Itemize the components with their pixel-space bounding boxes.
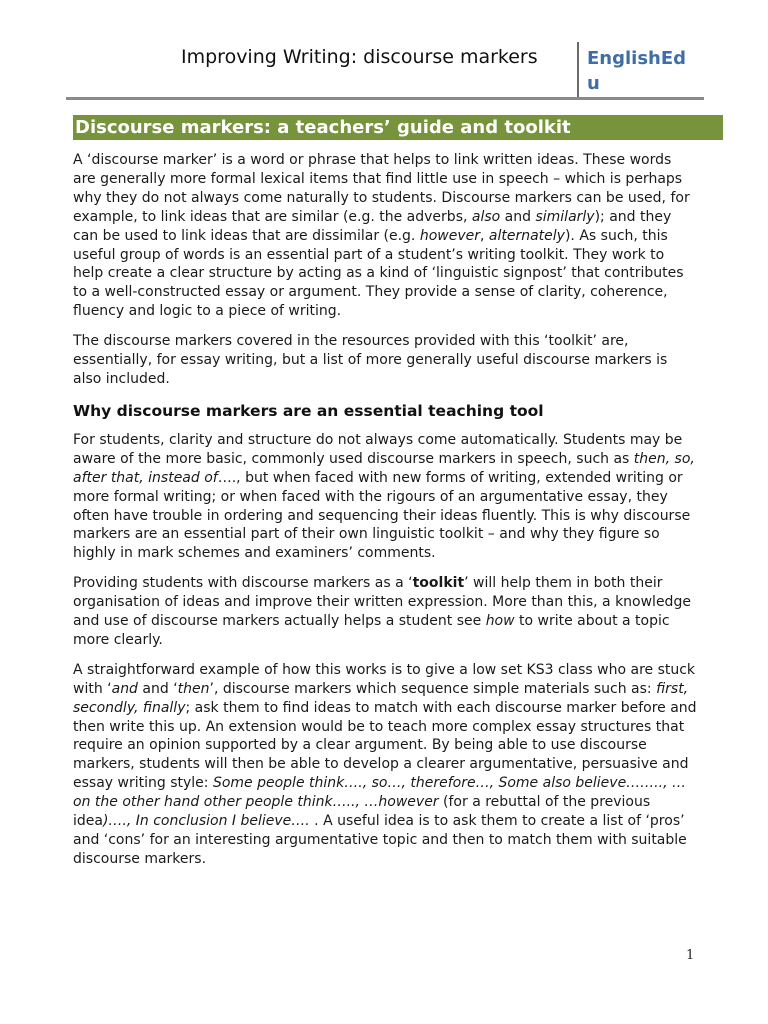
section-heading: Why discourse markers are an essential teaching tool bbox=[73, 401, 544, 420]
page-number: 1 bbox=[686, 948, 695, 963]
body-paragraph-1: For students, clarity and structure do not always come automatically. Students may be aware of the more basic, commonly used discourse markers in speech, such as then, so, after that, instead of…., but when faced with new forms of writing, extended writing or more formal writing; or when faced with the rigours of an argumentative essay, they often have trouble in ordering and sequencing their ideas fluently. This is why discourse markers are an essential part of their own linguistic toolkit – and why they figure so highly in mark schemes and examiners’ comments. bbox=[73, 431, 695, 562]
section-banner: Discourse markers: a teachers’ guide and toolkit bbox=[73, 115, 723, 140]
body-paragraph-2: Providing students with discourse markers as a ‘toolkit’ will help them in both their organisation of ideas and improve their written expression. More than this, a knowledge and use of discourse markers actually helps a student see how to write about a topic more clearly. bbox=[73, 575, 691, 648]
document-body bbox=[73, 115, 698, 869]
header-rule bbox=[66, 97, 704, 100]
intro-paragraph-2: The discourse markers covered in the resources provided with this ‘toolkit’ are, essentially, for essay writing, but a list of more generally useful discourse markers is also included. bbox=[73, 333, 668, 387]
intro-paragraph-1: A ‘discourse marker’ is a word or phrase that helps to link written ideas. These words are generally more formal lexical items that find little use in speech – which is perhaps why they do not always come naturally to students. Discourse markers can be used, for example, to link ideas that are similar (e.g. the adverbs, also and similarly); and they can be used to link ideas that are dissimilar (e.g. however, alternately). As such, this useful group of words is an essential part of a student’s writing toolkit. They work to help create a clear structure by acting as a kind of ‘linguistic signpost’ that contributes to a well-constructed essay or argument. They provide a sense of clarity, coherence, fluency and logic to a piece of writing. bbox=[73, 152, 690, 320]
header-title: Improving Writing: discourse markers bbox=[181, 46, 538, 68]
page-header bbox=[0, 0, 768, 100]
body-paragraph-3: A straightforward example of how this works is to give a low set KS3 class who are stuck with ‘and and ‘then’, discourse markers which sequence simple materials such as: first, secondly, finally; ask them to find ideas to match with each discourse marker before and then write this up. An extension would be to teach more complex essay structures that require an opinion supported by a clear argument. By being able to use discourse markers, students will then be able to develop a clearer argumentative, persuasive and essay writing style: Some people think…., so…, therefore…, Some also believe…….., …on the other hand other people think….., …however (for a rebuttal of the previous idea)…., In conclusion I believe…. . A useful idea is to ask them to create a list of ‘pros’ and ‘cons’ for an interesting argumentative topic and then to match them with suitable discourse markers. bbox=[73, 661, 697, 867]
header-divider bbox=[577, 42, 579, 100]
header-brand: EnglishEdu bbox=[587, 48, 687, 94]
